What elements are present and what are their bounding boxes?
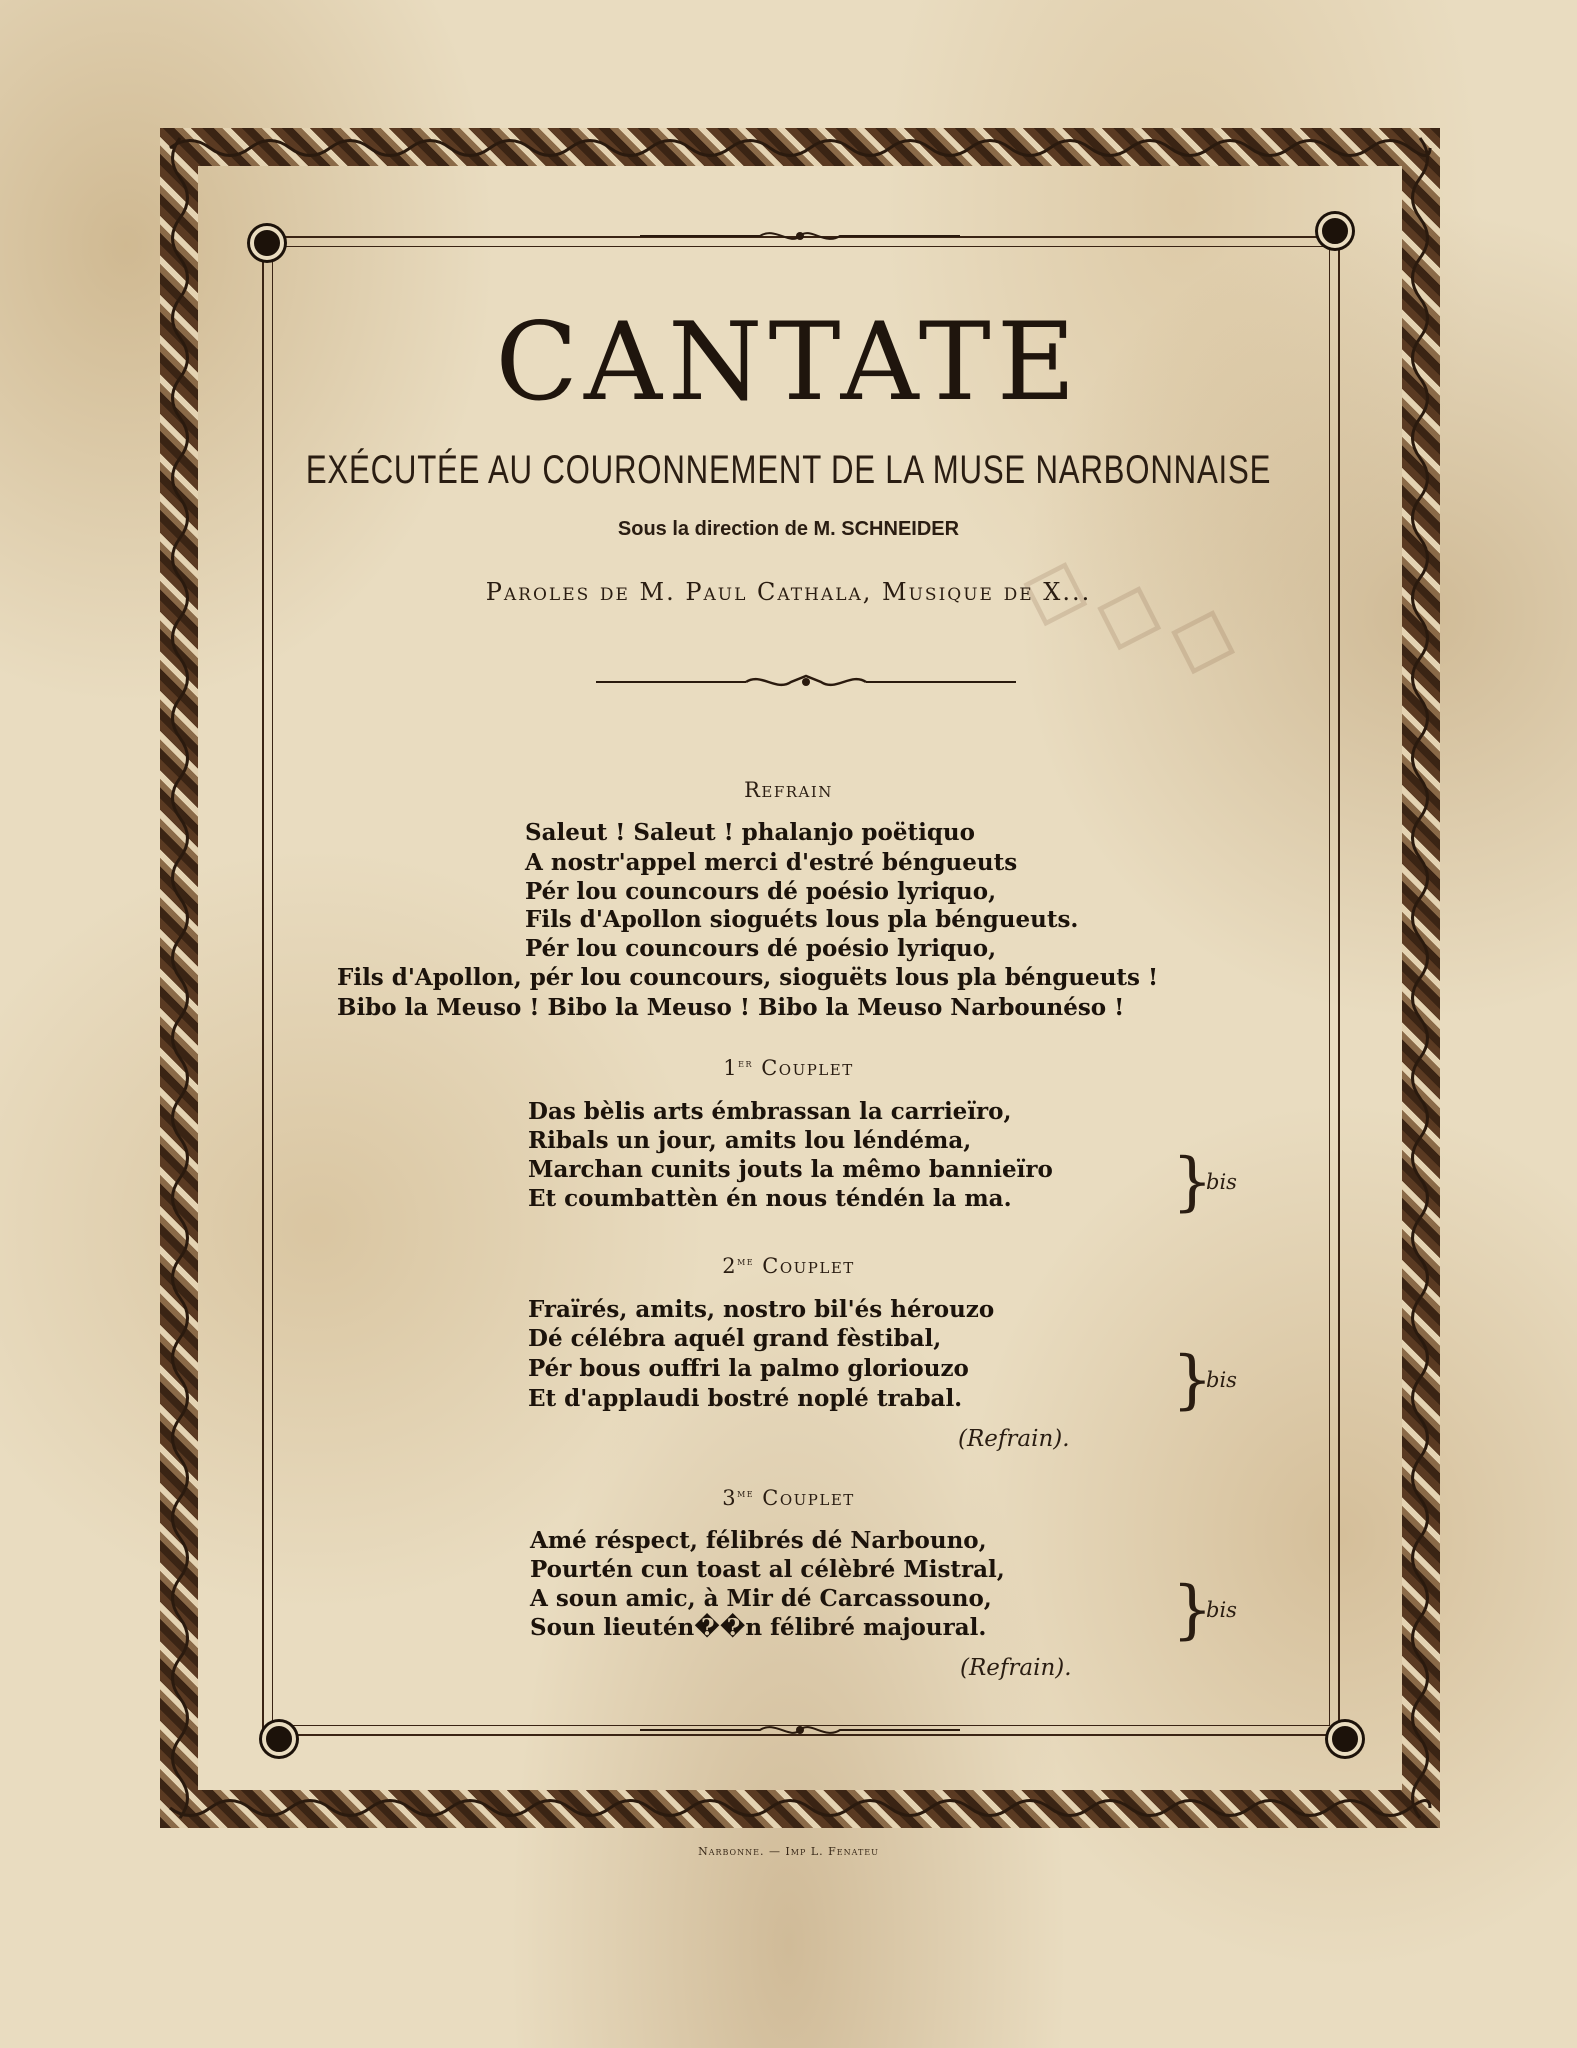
direction-line: Sous la direction de M. SCHNEIDER (617, 518, 960, 540)
brace-icon: } (1172, 1573, 1213, 1647)
bis-marker: bis (1206, 1368, 1237, 1392)
verse-line: Ribals un jour, amits lou léndéma, (528, 1127, 972, 1154)
verse-line: Fraïrés, amits, nostro bil'és hérouzo (528, 1296, 995, 1323)
couplet-2-heading: $2^{me}$ Couplet (722, 1254, 855, 1278)
corner-dot-icon (262, 1722, 296, 1756)
couplet-1-heading: 1er Couplet (723, 1056, 854, 1080)
verse-line: Saleut ! Saleut ! phalanjo poëtiquo (525, 819, 975, 846)
verse-line: Das bèlis arts émbrassan la carrieïro, (528, 1098, 1012, 1125)
brace-icon: } (1172, 1343, 1213, 1417)
printer-imprint: Narbonne. — Imp L. Fenateu (698, 1845, 879, 1858)
bis-marker: bis (1206, 1598, 1237, 1622)
verse-line: Pér bous ouffri la palmo gloriouzo (528, 1355, 969, 1382)
refrain-heading: Refrain (744, 778, 833, 802)
couplet-3-heading: $3^{me}$ Couplet (722, 1486, 855, 1510)
flourish-icon (640, 1718, 960, 1742)
bis-marker: bis (1206, 1170, 1237, 1194)
verse-line: Et d'applaudi bostré noplé trabal. (528, 1385, 963, 1412)
corner-dot-icon (250, 226, 284, 260)
verse-line: Dé célébra aquél grand fèstibal, (528, 1325, 942, 1352)
refrain-note: (Refrain). (960, 1655, 1072, 1681)
verse-line: Pourtén cun toast al célèbré Mistral, (530, 1556, 1005, 1583)
page-title: CANTATE (495, 300, 1082, 425)
brace-icon: } (1172, 1145, 1213, 1219)
verse-line: A soun amic, à Mir dé Carcassouno, (530, 1585, 992, 1612)
verse-line: Amé réspect, félibrés dé Narbouno, (530, 1527, 987, 1554)
bleed-through-text: ◇◇◇ (1009, 526, 1264, 698)
corner-dot-icon (1318, 214, 1352, 248)
divider-ornament-icon (596, 672, 1016, 692)
verse-line: Pér lou councours dé poésio lyriquo, (525, 878, 997, 905)
verse-line: Soun lieutén��n félibré majoural. (530, 1614, 987, 1641)
verse-line: Fils d'Apollon sioguéts lous pla béngueuts. (525, 906, 1079, 933)
refrain-note: (Refrain). (958, 1426, 1070, 1452)
verse-line: Bibo la Meuso ! Bibo la Meuso ! Bibo la Meuso Narbounéso ! (337, 994, 1125, 1021)
credits-line: Paroles de M. Paul Cathala, Musique de X... (485, 578, 1092, 606)
verse-line: Pér lou councours dé poésio lyriquo, (525, 935, 997, 962)
page-subtitle: EXÉCUTÉE AU COURONNEMENT DE LA MUSE NARBONNAISE (305, 448, 1272, 492)
verse-line: Marchan cunits jouts la mêmo bannieïro (528, 1156, 1053, 1183)
verse-line: Et coumbattèn én nous téndén la ma. (528, 1185, 1012, 1212)
flourish-icon (640, 224, 960, 248)
verse-line: A nostr'appel merci d'estré béngueuts (525, 849, 1018, 876)
verse-line: Fils d'Apollon, pér lou councours, sioguëts lous pla béngueuts ! (337, 964, 1159, 991)
corner-dot-icon (1328, 1722, 1362, 1756)
